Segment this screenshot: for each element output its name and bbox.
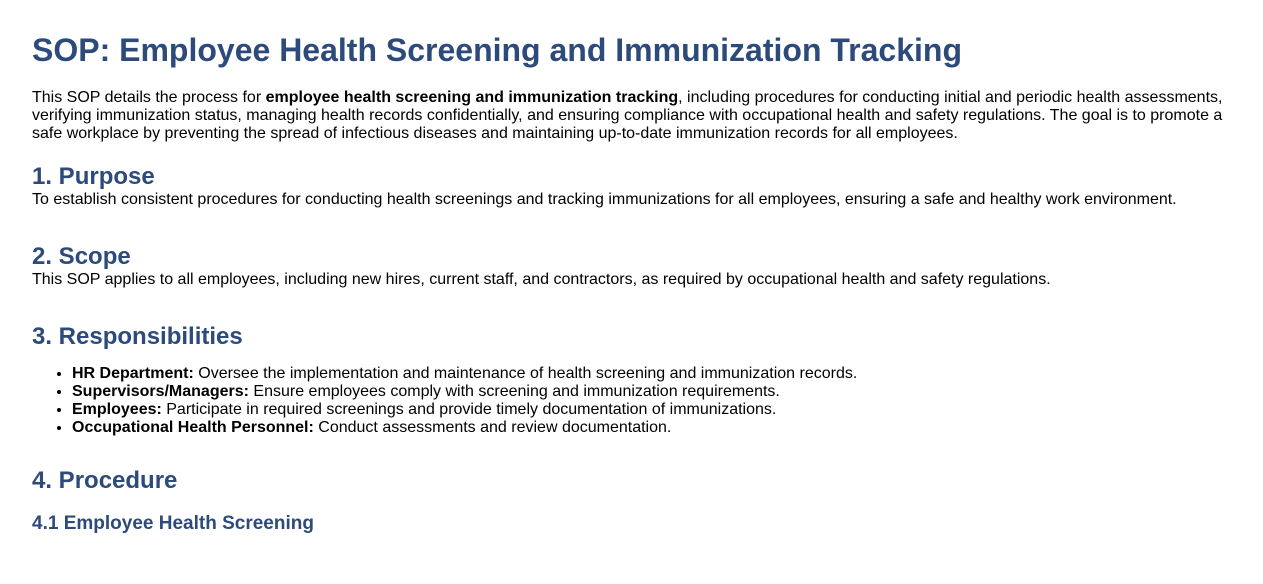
responsibilities-heading: 3. Responsibilities xyxy=(32,323,243,350)
responsibility-role: Occupational Health Personnel: xyxy=(72,419,314,436)
responsibility-desc: Ensure employees comply with screening and immunization requirements. xyxy=(248,383,780,400)
purpose-heading: 1. Purpose xyxy=(32,163,155,190)
responsibility-desc: Oversee the implementation and maintenance of health screening and immunization records. xyxy=(193,365,858,382)
list-item xyxy=(72,365,1231,383)
list-item xyxy=(72,419,1231,437)
intro-paragraph xyxy=(32,89,1231,143)
responsibility-desc: Participate in required screenings and provide timely documentation of immunizations. xyxy=(161,401,777,418)
page-title: SOP: Employee Health Screening and Immunization Tracking xyxy=(32,32,962,68)
purpose-text: To establish consistent procedures for conducting health screenings and tracking immunizations for all employees, ensuring a safe and healthy work environment. xyxy=(32,191,1177,208)
list-item xyxy=(72,383,1231,401)
procedure-subheading: 4.1 Employee Health Screening xyxy=(32,513,314,534)
scope-text: This SOP applies to all employees, including new hires, current staff, and contractors, as required by occupational health and safety regulations. xyxy=(32,271,1051,288)
intro-text-start: This SOP details the process for xyxy=(32,89,266,106)
intro-text-end: , including procedures for conducting initial and periodic health assessments, verifying immunization status, managing health records confidentially, and ensuring compliance with occupational health and safety regulations. The goal is to promote a safe workplace by preventing the spread of infectious diseases and maintaining up-to-date immunization records for all employees. xyxy=(32,89,1223,142)
responsibility-role: Supervisors/Managers: xyxy=(72,383,249,400)
responsibility-role: Employees: xyxy=(72,401,162,418)
responsibilities-list xyxy=(32,365,1231,437)
responsibility-desc: Conduct assessments and review documentation. xyxy=(313,419,672,436)
intro-text-bold: employee health screening and immunization tracking xyxy=(265,89,679,106)
responsibility-role: HR Department: xyxy=(72,365,194,382)
scope-heading: 2. Scope xyxy=(32,243,131,270)
list-item xyxy=(72,401,1231,419)
procedure-heading: 4. Procedure xyxy=(32,467,178,494)
